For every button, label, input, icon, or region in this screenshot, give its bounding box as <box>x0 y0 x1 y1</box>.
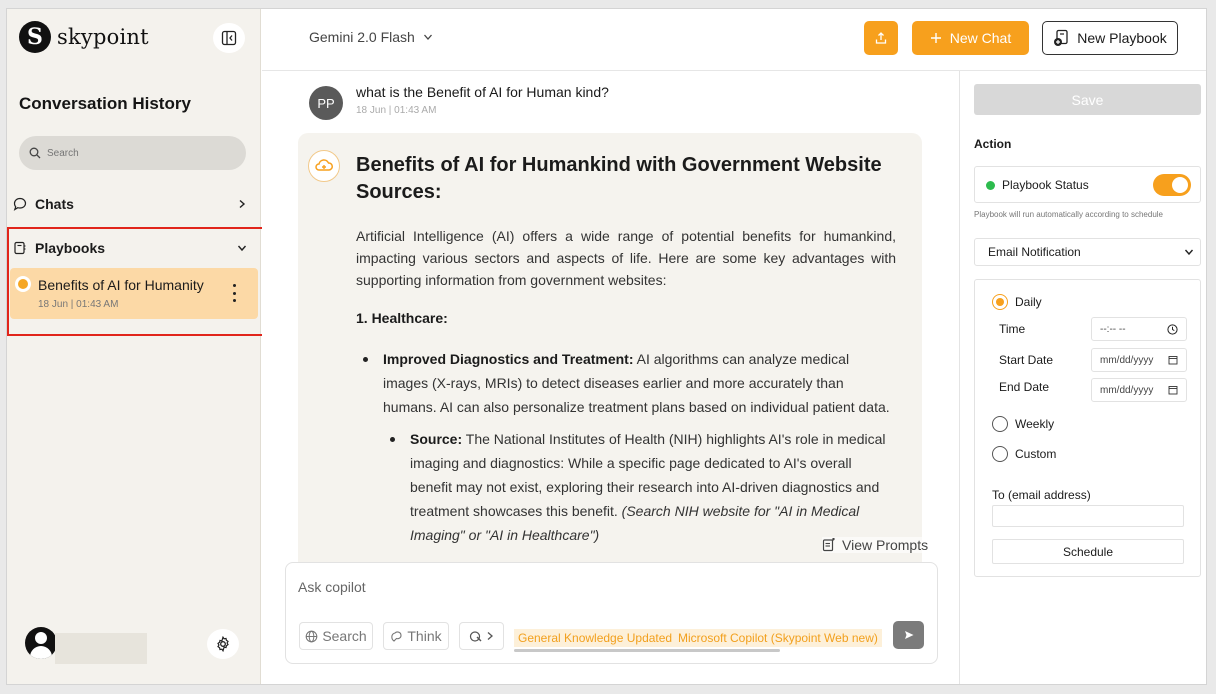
notification-type-value: Email Notification <box>988 245 1081 259</box>
time-input[interactable] <box>1091 317 1187 341</box>
search-input[interactable] <box>47 148 227 159</box>
save-button[interactable]: Save <box>974 84 1201 115</box>
email-to-input[interactable] <box>992 505 1184 527</box>
conversation-history-title: Conversation History <box>19 94 191 113</box>
time-value: --:-- -- <box>1100 323 1126 335</box>
playbook-list-item[interactable] <box>10 268 258 319</box>
calendar-icon <box>1168 355 1178 365</box>
copilot-source-chip[interactable]: Microsoft Copilot (Skypoint Web new) <box>674 629 882 647</box>
email-to-label: To (email address) <box>992 488 1091 502</box>
user-name-redacted <box>55 633 147 664</box>
new-chat-label: New Chat <box>949 30 1012 46</box>
logo-mark: S <box>19 21 51 53</box>
playbook-status-label: Playbook Status <box>1002 178 1089 192</box>
knowledge-chip[interactable]: General Knowledge Updated <box>514 629 676 647</box>
search-icon <box>29 147 41 159</box>
user-message-text: what is the Benefit of AI for Human kind? <box>356 84 609 100</box>
tools-icon <box>469 630 482 643</box>
playbook-status-toggle[interactable] <box>1153 174 1191 196</box>
share-button[interactable] <box>864 21 898 55</box>
custom-label: Custom <box>1015 447 1057 461</box>
schedule-button[interactable]: Schedule <box>992 539 1184 564</box>
new-playbook-label: New Playbook <box>1077 30 1167 46</box>
chat-bubble-icon <box>13 197 27 211</box>
sidebar-item-chats[interactable] <box>13 191 253 217</box>
custom-radio-option[interactable] <box>992 446 1056 462</box>
think-label: Think <box>407 628 442 644</box>
logo-text: skypoint <box>57 25 149 49</box>
end-date-placeholder: mm/dd/yyyy <box>1100 384 1154 396</box>
skypoint-logo[interactable] <box>19 21 149 53</box>
answer-section-heading: 1. Healthcare: <box>356 310 448 326</box>
sidebar-toggle-icon <box>221 30 237 46</box>
start-date-label: Start Date <box>999 353 1054 367</box>
end-date-input[interactable] <box>1091 378 1187 402</box>
more-options-icon[interactable] <box>228 281 240 305</box>
chats-label: Chats <box>35 196 74 212</box>
top-bar <box>262 9 1207 71</box>
weekly-label: Weekly <box>1015 417 1055 431</box>
daily-label: Daily <box>1015 295 1042 309</box>
gear-icon <box>215 636 231 652</box>
playbook-settings-panel <box>959 71 1207 685</box>
send-button[interactable] <box>893 621 924 649</box>
chevron-down-icon <box>423 32 433 42</box>
end-date-label: End Date <box>999 380 1050 394</box>
new-playbook-icon <box>1053 29 1071 47</box>
answer-intro: Artificial Intelligence (AI) offers a wide range of potential benefits for humankind, impacting various sectors and aspects of life. Here are some key advantages with supporting information from government websites: <box>356 228 896 288</box>
start-date-input[interactable] <box>1091 348 1187 372</box>
playbooks-label: Playbooks <box>35 240 106 256</box>
chat-composer <box>285 562 938 664</box>
chips-scrollbar[interactable] <box>514 649 780 652</box>
new-playbook-button[interactable] <box>1042 21 1178 55</box>
new-chat-button[interactable] <box>912 21 1029 55</box>
answer-sub-bullet <box>392 427 895 547</box>
playbook-icon <box>13 241 27 255</box>
daily-radio-option[interactable] <box>992 294 1042 310</box>
answer-title: Benefits of AI for Humankind with Government Website Sources: <box>356 154 882 203</box>
time-label: Time <box>999 322 1026 336</box>
bullet-text: AI algorithms can analyze medical images (X-rays, MRIs) to detect diseases earlier and more accurately than humans. AI can also personalize treatment plans based on individual patient data. <box>383 351 890 415</box>
status-note: Playbook will run automatically according to schedule <box>974 210 1163 219</box>
ai-answer-card <box>298 133 922 563</box>
chevron-right-icon <box>237 199 247 209</box>
chevron-right-icon <box>486 631 494 641</box>
clock-icon <box>1167 324 1178 335</box>
weekly-radio[interactable] <box>992 416 1008 432</box>
send-icon <box>903 629 915 641</box>
history-search[interactable] <box>19 136 246 170</box>
playbook-item-title: Benefits of AI for Humanity <box>38 277 204 293</box>
think-button[interactable] <box>383 622 449 650</box>
think-icon <box>390 630 403 643</box>
settings-button[interactable] <box>207 629 239 659</box>
playbook-status-row <box>974 166 1201 203</box>
sidebar <box>7 9 261 685</box>
daily-radio[interactable] <box>992 294 1008 310</box>
collapse-sidebar-button[interactable] <box>213 23 245 53</box>
calendar-icon <box>1168 385 1178 395</box>
prompts-icon <box>822 538 836 552</box>
chevron-down-icon <box>1184 247 1194 257</box>
user-message-avatar: PP <box>309 86 343 120</box>
user-message-time: 18 Jun | 01:43 AM <box>356 105 437 116</box>
ai-cloud-icon <box>308 150 340 182</box>
ask-copilot-input[interactable] <box>298 579 898 603</box>
playbook-item-date: 18 Jun | 01:43 AM <box>38 299 119 310</box>
status-indicator-dot <box>986 181 995 190</box>
bullet-heading: Improved Diagnostics and Treatment: <box>383 351 634 367</box>
view-prompts-button[interactable] <box>822 537 928 553</box>
start-date-placeholder: mm/dd/yyyy <box>1100 354 1154 366</box>
tools-dropdown-button[interactable] <box>459 622 504 650</box>
action-heading: Action <box>974 137 1012 151</box>
app-window <box>6 8 1207 685</box>
upload-icon <box>874 31 888 45</box>
globe-icon <box>305 630 318 643</box>
plus-icon <box>930 32 942 44</box>
chevron-down-icon <box>237 243 247 253</box>
model-selector[interactable] <box>309 29 433 45</box>
notification-type-select[interactable] <box>974 238 1201 266</box>
schedule-box <box>974 279 1201 577</box>
source-label: Source: <box>410 431 463 447</box>
weekly-radio-option[interactable] <box>992 416 1054 432</box>
user-avatar[interactable] <box>25 627 57 659</box>
playbook-item-icon <box>15 276 31 292</box>
custom-radio[interactable] <box>992 446 1008 462</box>
answer-bullet <box>365 347 895 419</box>
web-search-button[interactable] <box>299 622 373 650</box>
sidebar-item-playbooks[interactable] <box>13 235 253 261</box>
source-text: The National Institutes of Health (NIH) highlights AI's role in medical imaging and diagnostics: While a specific page dedicated to AI's overall benefit may not exist, exploring their research into AI-driven diagnostics and treatment showcases this benefit. <box>410 431 886 519</box>
model-name: Gemini 2.0 Flash <box>309 29 415 45</box>
source-italic-note: (Search NIH website for "AI in Medical Imaging" or "AI in Healthcare") <box>410 503 860 543</box>
view-prompts-label: View Prompts <box>842 537 929 553</box>
search-label: Search <box>322 628 367 644</box>
